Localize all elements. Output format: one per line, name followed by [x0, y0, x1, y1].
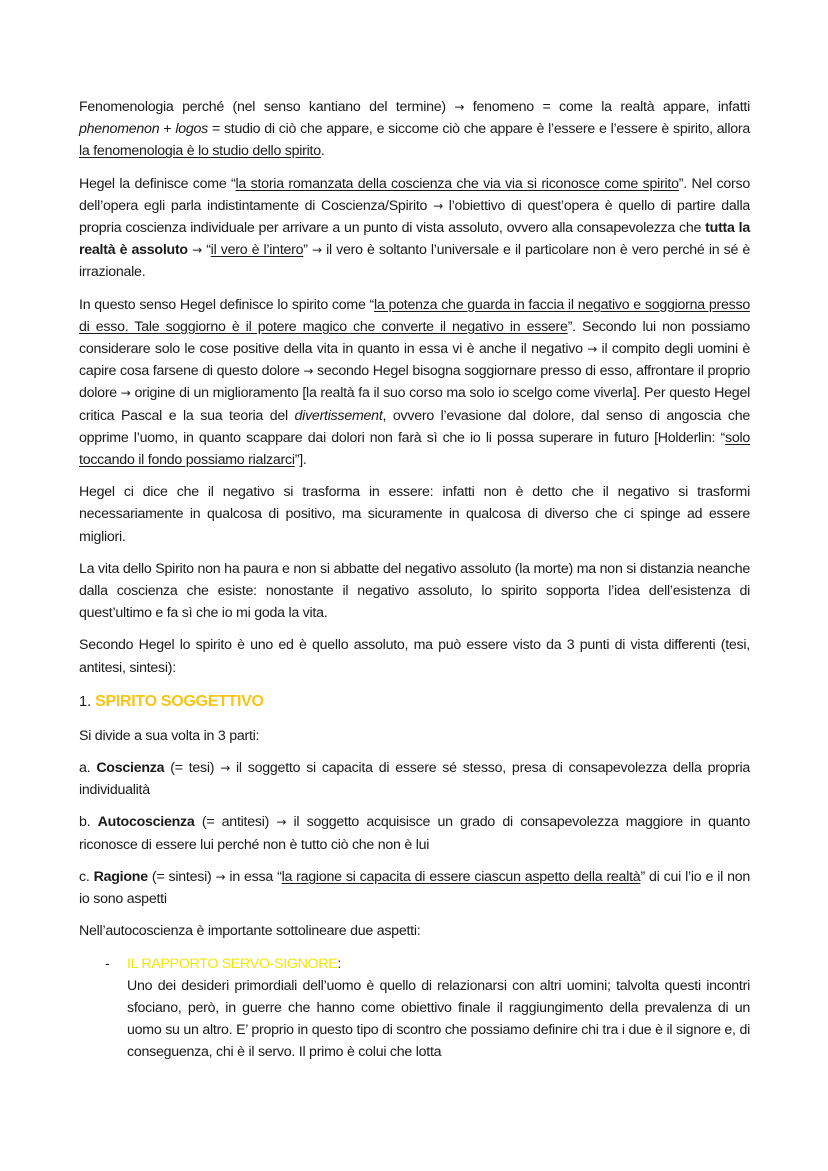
part-text: il soggetto acquisisce un grado di consapevolezza maggiore in quanto riconosce di essere lui perché non è tutto ciò che non è lui [79, 814, 751, 853]
aspects-list [79, 953, 750, 1064]
underlined-quote: la storia romanzata della coscienza che via via si riconosce come spirito [235, 175, 679, 192]
arrow-right-icon: → [312, 243, 322, 258]
arrow-right-icon: → [220, 761, 231, 776]
part-name: Ragione [93, 868, 148, 885]
aspect-text: Uno dei desideri primordiali dell’uomo è quello di relazionarsi con altri uomini; talvolta questi incontri sfociano, però, in guerre che hanno come obiettivo finale il raggiungimento della prevalenza di un uomo su un altro. E’ proprio in questo tipo di scontro che possiamo definire chi tra i due è il signore e, di conseguenza, chi è il servo. Il primo è colui che lotta [127, 977, 750, 1061]
part-autocoscienza [79, 811, 750, 855]
part-name: Coscienza [96, 760, 165, 777]
text: . [320, 143, 325, 160]
part-text: il soggetto si capacita di essere sé stesso, presa di consapevolezza della propria individualità [79, 760, 750, 799]
text: il vero è soltanto l’universale e il particolare non è vero perché in sé è irrazionale. [79, 242, 750, 281]
text: , ovvero l’evasione dal dolore, dal senso di angoscia che opprime l’uomo, in quanto scappare dai dolori non farà sì che io li possa superare in futuro [Holderlin: “ [79, 407, 750, 446]
bold-phrase: tutta la realtà è assoluto [79, 220, 750, 259]
underlined-phrase: la fenomenologia è lo studio dello spirito [79, 143, 321, 160]
text: Fenomenologia perché (nel senso kantiano del termine) [79, 99, 455, 115]
list-item [79, 953, 750, 1064]
text: = studio di ciò che appare, e siccome ciò che appare è l’essere e l’essere è spirito, allora [207, 121, 750, 138]
text: fenomeno = come la realtà appare, infatti [464, 99, 750, 115]
arrow-right-icon: → [276, 815, 287, 830]
italic-term: divertissement [294, 407, 383, 424]
arrow-right-icon: → [120, 386, 131, 401]
arrow-right-icon: → [303, 364, 314, 379]
text: origine di un miglioramento [la realtà fa il suo corso ma solo io scelgo come viverla]. Per questo Hegel critica Pascal e la sua teoria del [79, 385, 750, 424]
text: ” [303, 242, 313, 259]
colon: : [337, 955, 342, 972]
section-intro: Si divide a sua volta in 3 parti: [79, 727, 260, 744]
text: “ [201, 242, 211, 259]
paragraph-fenomenologia [79, 96, 750, 163]
arrow-right-icon: → [454, 100, 465, 114]
arrow-right-icon: → [192, 243, 202, 258]
arrow-right-icon: → [587, 342, 598, 357]
underlined-quote: la potenza che guarda in faccia il negativo e soggiorna presso di esso. Tale soggiorno è il potere magico che converte il negativo in essere [79, 296, 750, 335]
text: ”. Secondo lui non possiamo considerare solo le cose positive della vita in quanto in essa vi è anche il negativo [79, 318, 751, 358]
document-page [79, 96, 750, 1064]
part-text: ” di cui l’io e il non io sono aspetti [79, 868, 751, 908]
part-role: (= sintesi) [147, 868, 216, 885]
paragraph-storia-romanzata [79, 173, 750, 284]
text: In questo senso Hegel definisce lo spirito come “ [79, 296, 375, 313]
paragraph-vita-spirito: La vita dello Spirito non ha paura e non si abbatte del negativo assoluto (la morte) ma non si distanzia neanche dalla coscienza che esiste: nonostante il negativo assoluto, lo spirito sopporta l’idea dell’esistenza di quest’ultimo e fa sì che io mi goda la vita. [79, 560, 750, 622]
part-letter: b. [79, 814, 98, 831]
part-coscienza [79, 757, 750, 801]
section-heading-spirito-soggettivo [79, 689, 750, 715]
dash-bullet-icon: - [105, 955, 110, 972]
part-ragione [79, 866, 750, 910]
underlined-quote: la ragione si capacita di essere ciascun aspetto della realtà [281, 868, 641, 885]
aspect-title: IL RAPPORTO SERVO-SIGNORE [127, 955, 338, 972]
text: Hegel la definisce come “ [79, 175, 236, 192]
underlined-quote: solo toccando il fondo possiamo rialzarci [79, 429, 750, 469]
section-title: SPIRITO SOGGETTIVO [95, 692, 264, 710]
text: l’obiettivo di quest’opera è quello di partire dalla propria coscienza individuale per arrivare a un punto di vista assoluto, ovvero alla consapevolezza che [79, 197, 750, 237]
part-letter: c. [79, 868, 94, 885]
text: ”]. [294, 452, 307, 469]
part-role: (= tesi) [164, 760, 221, 777]
arrow-right-icon: → [433, 198, 443, 213]
text: + [159, 121, 176, 138]
text: ”. Nel corso dell’opera egli parla indistintamente di Coscienza/Spirito [79, 175, 750, 214]
paragraph-tre-punti-vista: Secondo Hegel lo spirito è uno ed è quello assoluto, ma può essere visto da 3 punti di vista differenti (tesi, antitesi, sintesi): [79, 637, 750, 676]
paragraph-potenza-negativo [79, 294, 750, 472]
text: secondo Hegel bisogna soggiornare presso di esso, affrontare il proprio dolore [79, 363, 750, 402]
autocoscienza-intro: Nell’autocoscienza è importante sottolineare due aspetti: [79, 923, 421, 940]
paragraph-negativo-essere: Hegel ci dice che il negativo si trasforma in essere: infatti non è detto che il negativo si trasformi necessariamente in qualcosa di positivo, ma sicuramente in qualcosa di diverso che ci spinge ad essere migliori. [79, 484, 750, 545]
section-number: 1. [79, 693, 96, 710]
part-text: in essa “ [225, 868, 282, 885]
italic-term: logos [175, 121, 208, 138]
part-name: Autocoscienza [97, 814, 195, 831]
underlined-quote: il vero è l’intero [210, 242, 304, 259]
italic-term: phenomenon [79, 121, 160, 138]
part-letter: a. [79, 760, 97, 777]
text: il compito degli uomini è capire cosa farsene di questo dolore [79, 341, 751, 380]
arrow-right-icon: → [215, 869, 226, 884]
part-role: (= antitesi) [194, 814, 277, 831]
